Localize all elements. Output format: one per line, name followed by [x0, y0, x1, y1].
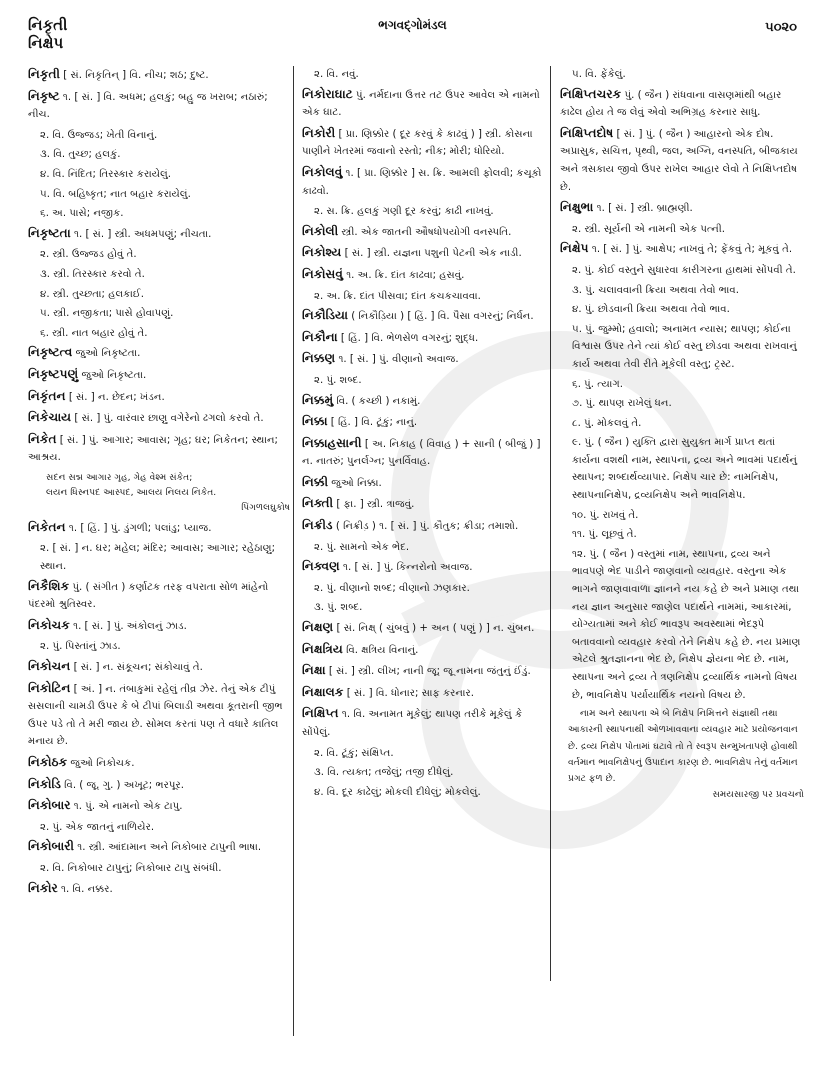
- dictionary-entry: [302, 413, 544, 432]
- entry-main: [28, 519, 290, 538]
- sense: ૫. વિ. બહિષ્કૃત; નાત બહાર કરાયેલું.: [40, 188, 191, 200]
- column-2: [302, 66, 544, 803]
- entry-main: [28, 409, 290, 428]
- sense: ૪. વિ. દૂર કાઢેલું; મોકલી દીધેલું; મોકલેલું.: [314, 786, 481, 798]
- definition: વિ. ક્ષત્રિય વિનાનું.: [342, 644, 419, 656]
- headword: નિકોબાર: [28, 798, 71, 813]
- sense: ૩. વિ. તુચ્છ; હલકું.: [40, 149, 121, 161]
- entry-main: [28, 617, 290, 636]
- definition: [ હિં. ] વિ. ટૂંકું; નાનું.: [327, 417, 418, 429]
- column-3: [560, 66, 804, 802]
- dictionary-entry: [28, 366, 290, 385]
- headword: નિક્તી: [302, 496, 334, 511]
- sense: ૨. સ. ક્રિ. હલકું ગણી દૂર કરવું; કાઢી નાખવું.: [314, 206, 494, 218]
- dictionary-entry: [560, 240, 804, 802]
- guide-word-last: નિક્ષેપ: [28, 34, 64, 52]
- definition: જુઓ નિકૃષ્ટતા.: [72, 348, 141, 360]
- sense: ૫. પું. જુમ્મો; હવાલો; અનામત ન્યાસ; થાપણ; કોઈના વિશ્વાસ ઉપર તેને ત્યાં કોઈ વસ્તુ છોડવા અથવા રાખવાનું કાર્ય અથવા તેવી રીતે મૂકેલી વસ્તુ; ટ્રસ્ટ.: [572, 323, 797, 370]
- sense: ૨. અ. ક્રિ. દાંત પીસવા; દાંત કચકચાવવા.: [314, 290, 481, 302]
- headword: નિકૃંતન: [28, 388, 66, 403]
- entry-main: [302, 125, 544, 161]
- headword: નિકૃષ્ટપણું: [28, 366, 79, 381]
- definition: [ અ. નિકાહ ( વિવાહ ) + સાની ( બીજું ) ] ન. નાતરું; પુનર્લગ્ન; પુનર્વિવાહ.: [302, 438, 541, 468]
- sense: ૧૦. પું. રાખવું તે.: [572, 509, 639, 521]
- definition: [ સં. ] ન. છેદન; ખંડન.: [65, 391, 165, 403]
- dictionary-entry: [302, 350, 544, 389]
- dictionary-entry: [28, 66, 290, 85]
- entry-main: [302, 164, 544, 200]
- dictionary-entry: [28, 754, 290, 773]
- sense: ૯. પું. ( જૈન ) યુક્તિ દ્વારા સુયુક્ત માર્ગ પ્રાપ્ત થતાં કાર્યના વશથી નામ, સ્થાપના, દ્રવ્ય અને ભાવમાં પદાર્થનું સ્થાપન; શબ્દાર્થવ્યાપાર. નિક્ષેપ ચાર છે: નામનિક્ષેપ, સ્થાપનાનિક્ષેપ, દ્રવ્યનિક્ષેપ અને ભાવનિક્ષેપ.: [572, 437, 798, 502]
- headword: નિક્ષુભા: [560, 200, 594, 215]
- entry-main: [302, 662, 544, 681]
- dictionary-entry: [302, 641, 544, 660]
- headword: નિક્કા: [302, 414, 328, 429]
- page-header: [0, 0, 825, 62]
- definition: ૧. [ પ્રા. ણિક્કોર ] સ. ક્રિ. આમલી ફોલવી; કચૂકો કાઢવો.: [302, 167, 542, 197]
- headword: નિકૃષ્ટત્વ: [28, 345, 73, 360]
- headword: નિકોલી: [302, 223, 339, 238]
- headword: નિક્રીડ: [302, 518, 333, 533]
- entry-main: [302, 619, 544, 638]
- headword: નિક્કી: [302, 474, 329, 489]
- entry-main: [560, 125, 804, 196]
- citation-note: નામ અને સ્થાપના એ બે નિક્ષેપ નિમિત્તને સંજ્ઞાથી તથા આકારની સ્થાપનાથી ઓળખાવવાના વ્યવહાર માટે પ્રયોજનવાન છે. દ્રવ્ય નિક્ષેપ પોતામાં ઘટાવે તો તે સ્વરૂપ સન્મુખતાપણે હોવાથી વર્તમાન ભાવનિક્ષેપનું ઉપાદાન કારણ છે. ભાવનિક્ષેપ તેનું વર્તમાન પ્રગટ ફળ છે.: [568, 708, 798, 784]
- definition: ૧. પું. એ નામનો એક ટાપુ.: [70, 801, 183, 813]
- definition: [ સં. નિક્ષ્ ( ચુંબવું ) + અન ( પણું ) ] ન. ચુંબન.: [333, 623, 535, 635]
- dictionary-entry: [560, 199, 804, 238]
- sense: ૨. વિ. નિકોબાર ટાપુનું; નિકોબાર ટાપુ સંબંધી.: [40, 862, 222, 874]
- headword: નિક્ષિપ્ત: [302, 706, 339, 721]
- entry-main: [28, 578, 290, 614]
- headword: નિકૃષ્ટ: [28, 88, 60, 103]
- headword: નિક્ષત્રિય: [302, 641, 343, 656]
- entry-main: [28, 658, 290, 677]
- continued-sense: ૫. વિ. ફેંકેલું.: [572, 69, 626, 80]
- headword: નિકોરી: [302, 125, 336, 140]
- dictionary-entry: [302, 495, 544, 514]
- definition: [ હિં. ] વિ. ભેળસેળ વગરનું; શુદ્ધ.: [337, 332, 479, 344]
- entry-main: [302, 266, 544, 285]
- sense: ૨. પું. સામનો એક ભેદ.: [314, 541, 410, 553]
- headword: નિકેતન: [28, 519, 66, 534]
- dictionary-entry: [28, 838, 290, 877]
- dictionary-entry: [28, 617, 290, 656]
- sense: ૬. પું. ત્યાગ.: [572, 378, 624, 390]
- definition: [ સં. ] પું. ( જૈન ) આહારનો એક દોષ. અપ્રાસુક, સચિત્ત, પૃથ્વી, જલ, અગ્નિ, વનસ્પતિ, બીજકાય અને ત્રસકાય જીવો ઉપર રાખેલ આહાર લેવો તે નિક્ષિપ્તદોષ છે.: [560, 128, 798, 193]
- sense: ૪. વિ. નિંદિત; તિરસ્કાર કરાયેલું.: [40, 168, 172, 180]
- definition: જુઓ નિકોચક.: [67, 758, 135, 769]
- entry-main: [28, 838, 290, 857]
- dictionary-entry: [302, 558, 544, 617]
- dictionary-entry: [302, 329, 544, 348]
- dictionary-entry: [28, 225, 290, 343]
- dictionary-entry: [302, 474, 544, 493]
- headword: નિકેચાય: [28, 410, 72, 425]
- definition: ૧. વિ. અનામત મૂકેલું; થાપણ તરીકે મૂકેલું કે સોંપેલું.: [302, 709, 523, 738]
- headword: નિકોઠક: [28, 755, 68, 769]
- sense: ૨. પું. વીણાનો શબ્દ; વીણાનો ઝણકાર.: [314, 582, 470, 594]
- entry-main: [560, 86, 804, 122]
- sense: ૨. પું. કોઈ વસ્તુને સુધારવા કારીગરના હાથમાં સોંપવી તે.: [572, 264, 796, 276]
- entry-main: [28, 388, 290, 407]
- entry-main: [302, 517, 544, 536]
- headword: નિકોર: [28, 880, 58, 895]
- headword: નિક્ષેપ: [560, 241, 589, 256]
- dictionary-entry: [560, 125, 804, 196]
- headword: નિક્ષણ: [302, 620, 334, 635]
- definition: [ સં. ] સ્ત્રી. લીખ; નાની જૂ; જૂ નામના જંતુનું ઈંડું.: [325, 666, 531, 678]
- sense: ૨. પું. પિસ્તાંનું ઝાડ.: [40, 641, 121, 653]
- entry-main: [560, 240, 804, 259]
- guide-word-first: નિકૃતી: [28, 16, 68, 34]
- definition: [ સં. ] પું. વારંવાર છાણુ વગેરેનો ઢગલો કરવો તે.: [71, 413, 264, 425]
- sense: ૬. અ. પાસે; નજીક.: [40, 208, 124, 220]
- entry-main: [28, 776, 290, 795]
- definition: પું. ( સંગીત ) કર્ણાટક તરફ વપરાતા સોળ માંહેનો પંદરમો શ્રુતિસ્વર.: [28, 581, 269, 611]
- dictionary-entry: [28, 578, 290, 614]
- sense: ૩. સ્ત્રી. તિરસ્કાર કરવો તે.: [40, 268, 145, 280]
- headword: નિકોબારી: [28, 839, 75, 854]
- definition: ૧. [ સં. ] પું. અંકોલનું ઝાડ.: [69, 620, 187, 632]
- headword: નિકોસવું: [302, 266, 343, 281]
- headword: નિક્વણ: [302, 559, 340, 574]
- definition: ( નિક્રીડ઼ ) ૧. [ સં. ] પું. કૌતુક; ક્રીડા; તમાશો.: [332, 521, 519, 533]
- headword: નિક્ષિપ્તદોષ: [560, 125, 614, 140]
- dictionary-entry: [302, 517, 544, 556]
- headword: નિકોરાઘાટ: [302, 86, 353, 101]
- definition: [ સં. ] પું. આગાર; આવાસ; ગૃહ; ઘર; નિકેતન; સ્થાન; આશ્રય.: [28, 434, 278, 464]
- definition: [ ફા. ] સ્ત્રી. ત્રાજવું.: [333, 499, 415, 511]
- headword: નિકૌના: [302, 329, 338, 344]
- dictionary-entry: [302, 705, 544, 801]
- entry-main: [302, 558, 544, 577]
- definition: ૧. [ સં. ] પું. આક્ષેપ; નાખવું તે; ફેંકવું તે; મૂકવું તે.: [588, 244, 793, 256]
- sense: ૨. [ સં. ] ન. ઘર; મહેલ; મંદિર; આવાસ; આગાર; રહેઠાણુ; સ્થાન.: [40, 543, 276, 573]
- definition: ૧. [ હિં. ] પું. ડુંગળી; પલાંડુ; પ્યાજ.: [65, 522, 212, 534]
- definition: ૧. [ સં. ] વિ. અધમ; હલકું; બહુ જ ખરાબ; નઠારું; નીચ.: [28, 91, 268, 121]
- sense: ૩. પું. ચલાવવાની ક્રિયા અથવા તેવો ભાવ.: [572, 284, 739, 296]
- sense: ૨. સ્ત્રી. ઉજ્જડ હોવું તે.: [40, 249, 137, 261]
- column-1: [28, 66, 290, 901]
- headword: નિકોશ્ય: [302, 245, 342, 260]
- dictionary-entry: [28, 388, 290, 407]
- definition: [ પ્રા. ણિક્કોર ( દૂર કરવું કે કાઢવું ) ] સ્ત્રી. કોસના પાણીને ખેતરમાં જવાનો રસ્તો; નીક; મોરી; ધોરિયો.: [302, 128, 533, 158]
- dictionary-entry: [302, 223, 544, 242]
- verse-quote: લયન ધિસ્નપદ આસ્પદ, આલય નિલય નિકેત.: [46, 486, 217, 498]
- headword: નિક્કાહસાની: [302, 435, 362, 450]
- definition: ૧. અ. ક્રિ. દાંત કાઢવા; હસવું.: [342, 269, 465, 281]
- headword: નિક્કણ: [302, 351, 336, 366]
- sense: ૫. સ્ત્રી. નજીકતા; પાસે હોવાપણું.: [40, 308, 174, 320]
- sense: ૧૨. પું. ( જૈન ) વસ્તુમાં નામ, સ્થાપના, દ્રવ્ય અને ભાવપણે ભેદ પાડીને જાણવાનો વ્યવહાર. વસ્તુના એક ભાગને જાણવાવાળા જ્ઞાનને નય કહે છે અને પ્રમાણ તથા નય જ્ઞાન અનુસાર જાણેલ પદાર્થને નામમાં, આકારમાં, યોગ્યતામાં અને કોઈ ભાવરૂપ અવસ્થામાં ભેદરૂપે બતાવવાનો વ્યવહાર કરવો તેને નિક્ષેપ કહે છે. નય પ્રમાણ એટલે શ્રુતજ્ઞાનના ભેદ છે, નિક્ષેપ જ્ઞેયના ભેદ છે. નામ, સ્થાપના અને દ્રવ્ય તે ત્રણનિક્ષેપ દ્રવ્યાર્થિક નામનો વિષય છે, ભાવનિક્ષેપ પર્યાયાર્થિક નયનો વિષય છે.: [572, 548, 801, 701]
- quote-source: પિંગળલઘુકોષ: [241, 501, 290, 513]
- entry-main: [28, 797, 290, 816]
- entry-main: [28, 680, 290, 751]
- definition: ૧. [ સં. ] પું. વીણાનો અવાજ.: [335, 354, 459, 366]
- headword: નિકોટિન: [28, 680, 71, 695]
- definition: પું. નર્મદાના ઉત્તર તટ ઉપર આવેલ એ નામનો એક ઘાટ.: [302, 89, 540, 119]
- definition: વિ. ( કચ્છી ) નકામું.: [333, 395, 421, 407]
- headword: નિકોચન: [28, 659, 71, 674]
- definition: પું. ( જૈન ) રાંધવાના વાસણમાંથી બહાર કાઢેલ હોય તે જ લેવું એવો અભિગ્રહ કરનાર સાધુ.: [560, 89, 782, 119]
- dictionary-entry: [28, 880, 290, 899]
- definition: ( નિકૌડ઼િયા ) [ હિં. ] વિ. પૈસા વગરનું; નિર્ધન.: [347, 311, 534, 323]
- entry-main: [302, 223, 544, 242]
- sense: ૮. પું. મોકલવું તે.: [572, 417, 642, 429]
- sense: ૭. પું. થાપણ રાખેલું ધન.: [572, 398, 672, 410]
- definition: [ અં. ] ન. તંબાકુમાં રહેલું તીવ્ર ઝેર. તેનું એક ટીપું સસલાની ચામડી ઉપર કે બે ટીપાં બિલાડી અથવા કૂતરાની જીભ ઉપર પડે તો તે મરી જાય છે. સોમલ કરતાં પણ તે વધારે કાતિલ મનાય છે.: [28, 683, 283, 748]
- dictionary-entry: [28, 519, 290, 576]
- headword: નિકોલવું: [302, 164, 343, 179]
- entry-main: [302, 684, 544, 703]
- definition: જુઓ નિક્કા.: [328, 477, 382, 489]
- entry-main: [302, 705, 544, 741]
- entry-main: [28, 366, 290, 385]
- sense: ૨. વિ. ટૂંકું; સંક્ષિપ્ત.: [314, 747, 394, 759]
- dictionary-entry: [302, 86, 544, 122]
- dictionary-entry: [28, 409, 290, 428]
- sense: ૨. પું. એક જાતનું નાળિયેર.: [40, 821, 155, 833]
- column-divider: [293, 66, 294, 1036]
- headword: નિક્કમું: [302, 392, 334, 407]
- definition: [ સં. ] વિ. ધોનાર; સાફ કરનાર.: [343, 687, 475, 699]
- sense: ૨. પું. શબ્દ.: [314, 374, 362, 386]
- definition: [ સં. નિકૃતિન્ ] વિ. નીચ; શઠ; દુષ્ટ.: [60, 70, 209, 81]
- entry-main: [302, 329, 544, 348]
- dictionary-entry: [302, 662, 544, 681]
- entry-main: [302, 392, 544, 411]
- definition: [ સં. ] સ્ત્રી. યજ્ઞના પશુની પેટની એક નાડી.: [341, 248, 522, 260]
- dictionary-entry: [302, 392, 544, 411]
- definition: જુઓ નિકૃષ્ટતા.: [78, 369, 147, 381]
- sense: ૬. સ્ત્રી. નાત બહાર હોવું તે.: [40, 327, 148, 339]
- headword: નિક્ષાલક: [302, 684, 344, 699]
- dictionary-entry: [28, 776, 290, 795]
- headword: નિકોચક: [28, 617, 70, 632]
- entry-main: [302, 86, 544, 122]
- entry-main: [28, 880, 290, 899]
- sense: ૩. પું. શબ્દ.: [314, 602, 363, 614]
- sense: ૩. વિ. ત્યક્ત; તજેલું; તજી દીધેલું.: [314, 767, 454, 779]
- entry-main: [302, 307, 544, 326]
- verse-quote: સદન સદ્મ આગાર ગૃહ, ગેહ વેશ્મ સંકેત;: [46, 471, 193, 483]
- definition: ૧. [ સં. ] સ્ત્રી. અધમપણું; નીચતા.: [70, 228, 212, 240]
- headword: નિકૃષ્ટતા: [28, 225, 71, 240]
- dictionary-entry: [28, 344, 290, 363]
- definition: ૧. વિ. નક્કર.: [57, 883, 113, 895]
- entry-main: [302, 495, 544, 514]
- headword: નિકૌડિયા: [302, 308, 348, 323]
- dictionary-entry: [28, 658, 290, 677]
- definition: ૧. [ સં. ] સ્ત્રી. બ્રાહ્મણી.: [593, 203, 693, 215]
- entry-main: [28, 66, 290, 85]
- sense: ૪. સ્ત્રી. તુચ્છતા; હલકાઈ.: [40, 288, 144, 300]
- dictionary-entry: [302, 435, 544, 471]
- definition: ૧. સ્ત્રી. આંદામાન અને નિકોબાર ટાપુની ભાષા.: [74, 842, 262, 854]
- dictionary-entry: [28, 797, 290, 836]
- definition: ૧. [ સં. ] પું. કિન્નરોનો અવાજ.: [339, 562, 473, 574]
- headword: નિકેત: [28, 431, 57, 446]
- headword: નિકોડિ: [28, 776, 61, 791]
- sense: ૧૧. પું. લૂછવું તે.: [572, 529, 637, 541]
- dictionary-entry: [560, 86, 804, 122]
- entry-main: [302, 413, 544, 432]
- page-number: ૫૦૨૦: [765, 20, 797, 35]
- entry-main: [302, 244, 544, 263]
- dictionary-entry: [28, 680, 290, 751]
- sense: ૨. વિ. ઉજ્જડ; ખેતી વિનાનું.: [40, 129, 158, 141]
- dictionary-entry: [302, 684, 544, 703]
- headword: નિકૈશિક: [28, 578, 70, 593]
- dictionary-entry: [28, 88, 290, 223]
- continued-sense: ૨. વિ. નવું.: [314, 69, 359, 80]
- headword: નિક્ષા: [302, 663, 326, 678]
- dictionary-entry: [28, 431, 290, 515]
- entry-main: [28, 344, 290, 363]
- entry-main: [302, 474, 544, 493]
- sense: ૪. પું. છોડવાની ક્રિયા અથવા તેવો ભાવ.: [572, 304, 730, 316]
- dictionary-entry: [302, 244, 544, 263]
- dictionary-entry: [302, 125, 544, 161]
- definition: સ્ત્રી. એક જાતની ઔષધોપયોગી વનસ્પતિ.: [338, 226, 512, 238]
- headword: નિક્ષિપ્તચરક: [560, 86, 622, 101]
- entry-main: [28, 431, 290, 467]
- entry-main: [302, 350, 544, 369]
- citation-source: સમયસારજી પર પ્રવચનો: [712, 789, 804, 801]
- dictionary-entry: [302, 164, 544, 221]
- entry-main: [28, 754, 290, 773]
- entry-main: [302, 435, 544, 471]
- dictionary-entry: [302, 266, 544, 305]
- entry-main: [560, 199, 804, 218]
- sense: ૨. સ્ત્રી. સૂર્યની એ નામની એક પત્ની.: [572, 223, 726, 235]
- dictionary-entry: [302, 619, 544, 638]
- definition: વિ. ( જૂ. ગુ. ) અખૂટ; ભરપૂર.: [60, 779, 185, 791]
- dictionary-entry: [302, 307, 544, 326]
- entry-main: [28, 88, 290, 124]
- column-divider: [550, 66, 551, 981]
- entry-main: [28, 225, 290, 244]
- headword: નિકૃતી: [28, 67, 61, 81]
- book-title: ભગવદ્‌ગોમંડલ: [378, 18, 447, 32]
- definition: [ સં. ] ન. સંકૂચન; સંકોચાવું તે.: [70, 662, 203, 674]
- entry-main: [302, 641, 544, 660]
